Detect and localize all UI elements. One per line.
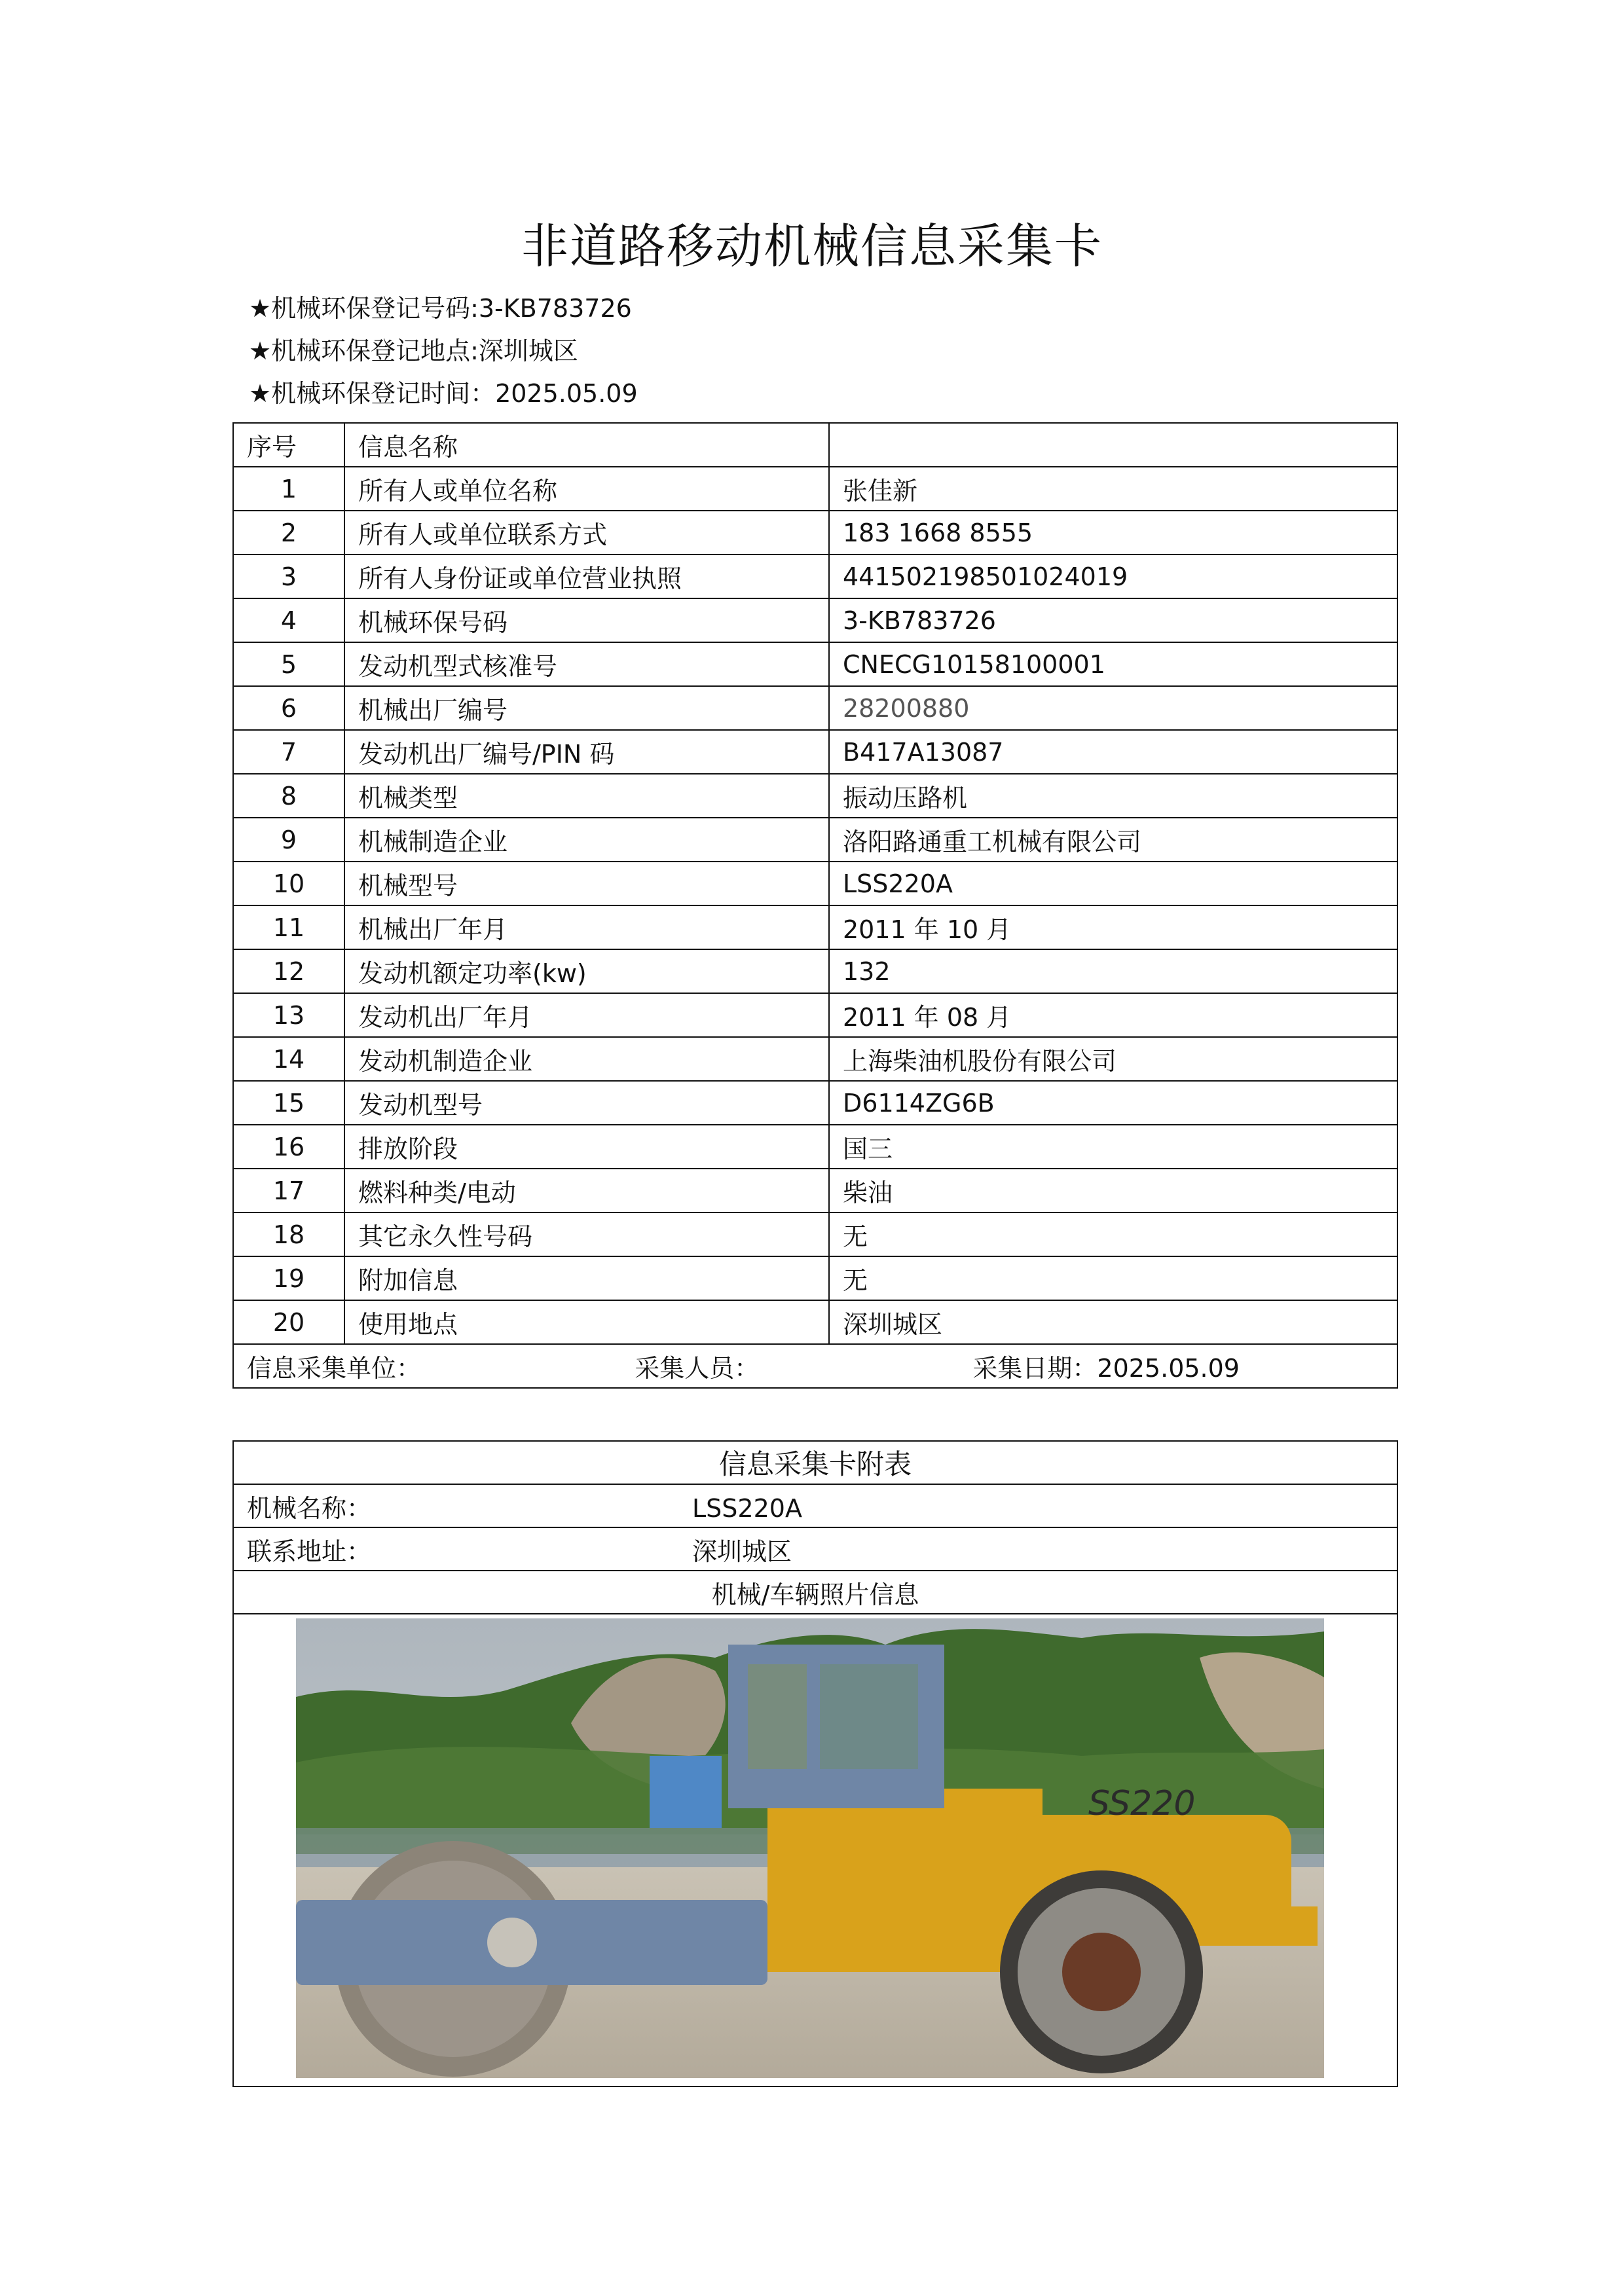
table-row (233, 730, 1397, 774)
table-row (233, 642, 1397, 686)
row-value: LSS220A (829, 862, 1397, 905)
annex-title-row (233, 1441, 1397, 1484)
row-name: 发动机型号 (344, 1081, 829, 1125)
row-no: 20 (233, 1300, 344, 1344)
registration-place-label: ★机械环保登记地点: (249, 337, 479, 365)
row-name: 机械出厂编号 (344, 686, 829, 730)
row-no: 12 (233, 949, 344, 993)
row-no: 1 (233, 467, 344, 511)
row-no: 10 (233, 862, 344, 905)
row-value: 国三 (829, 1125, 1397, 1169)
registration-time-value: 2025.05.09 (495, 379, 638, 408)
row-value: 无 (829, 1256, 1397, 1300)
table-row (233, 598, 1397, 642)
row-value: 振动压路机 (829, 774, 1397, 818)
registration-time (249, 373, 638, 409)
row-name: 发动机出厂编号/PIN 码 (344, 730, 829, 774)
row-value: CNECG10158100001 (829, 642, 1397, 686)
header-value (829, 423, 1397, 467)
address-cell (233, 1527, 1397, 1571)
row-name: 机械环保号码 (344, 598, 829, 642)
table-row (233, 1081, 1397, 1125)
collector-label: 采集人员： (635, 1354, 760, 1383)
table-row (233, 905, 1397, 949)
table-row (233, 555, 1397, 598)
row-value: 28200880 (829, 686, 1397, 730)
row-name: 机械制造企业 (344, 818, 829, 862)
address-label: 联系地址： (247, 1537, 372, 1566)
row-value: 2011 年 10 月 (829, 905, 1397, 949)
table-row (233, 511, 1397, 555)
row-value: 183 1668 8555 (829, 511, 1397, 555)
table-footer-row (233, 1344, 1397, 1388)
annex-row (233, 1484, 1397, 1527)
table-row (233, 1256, 1397, 1300)
row-name: 机械型号 (344, 862, 829, 905)
row-value: 柴油 (829, 1169, 1397, 1212)
row-name: 发动机制造企业 (344, 1037, 829, 1081)
row-value: 张佳新 (829, 467, 1397, 511)
row-name: 发动机出厂年月 (344, 993, 829, 1037)
footer-cell (233, 1344, 1397, 1388)
row-name: 发动机额定功率(kw) (344, 949, 829, 993)
row-no: 18 (233, 1212, 344, 1256)
row-no: 13 (233, 993, 344, 1037)
table-row (233, 949, 1397, 993)
row-name: 使用地点 (344, 1300, 829, 1344)
document-title: 非道路移动机械信息采集卡 (521, 219, 1103, 274)
row-no: 16 (233, 1125, 344, 1169)
row-value: B417A13087 (829, 730, 1397, 774)
row-no: 4 (233, 598, 344, 642)
annex-photo-row (233, 1614, 1397, 2086)
row-value: 132 (829, 949, 1397, 993)
registration-place (249, 331, 578, 367)
machine-marking: SS220 (1088, 1784, 1196, 1823)
address-value: 深圳城区 (692, 1537, 792, 1566)
row-no: 5 (233, 642, 344, 686)
row-no: 3 (233, 555, 344, 598)
row-no: 7 (233, 730, 344, 774)
table-row (233, 818, 1397, 862)
table-row (233, 1300, 1397, 1344)
row-no: 6 (233, 686, 344, 730)
row-value: 无 (829, 1212, 1397, 1256)
machine-photo (296, 1618, 1324, 2078)
row-no: 11 (233, 905, 344, 949)
machine-name-cell (233, 1484, 1397, 1527)
row-value: 洛阳路通重工机械有限公司 (829, 818, 1397, 862)
header-no: 序号 (233, 423, 344, 467)
table-header-row (233, 423, 1397, 467)
registration-place-value: 深圳城区 (478, 337, 578, 365)
table-row (233, 1169, 1397, 1212)
row-name: 燃料种类/电动 (344, 1169, 829, 1212)
row-no: 8 (233, 774, 344, 818)
row-name: 机械出厂年月 (344, 905, 829, 949)
info-table (232, 422, 1398, 1389)
row-no: 9 (233, 818, 344, 862)
collection-date: 采集日期：2025.05.09 (972, 1354, 1240, 1383)
row-name: 附加信息 (344, 1256, 829, 1300)
registration-number-label: ★机械环保登记号码: (249, 294, 479, 323)
photo-title: 机械/车辆照片信息 (233, 1571, 1397, 1614)
registration-number-value: 3-KB783726 (478, 294, 632, 323)
annex-row (233, 1571, 1397, 1614)
row-name: 发动机型式核准号 (344, 642, 829, 686)
table-row (233, 862, 1397, 905)
row-value: 3-KB783726 (829, 598, 1397, 642)
collection-unit-label: 信息采集单位： (247, 1354, 422, 1383)
row-name: 排放阶段 (344, 1125, 829, 1169)
row-name: 所有人或单位联系方式 (344, 511, 829, 555)
row-no: 2 (233, 511, 344, 555)
table-row (233, 993, 1397, 1037)
road-roller-illustration (296, 1618, 1324, 2078)
registration-number (249, 288, 632, 324)
table-row (233, 1125, 1397, 1169)
table-row (233, 467, 1397, 511)
machine-name-label: 机械名称： (247, 1493, 372, 1523)
table-row (233, 1037, 1397, 1081)
photo-cell (233, 1614, 1397, 2086)
row-no: 14 (233, 1037, 344, 1081)
annex-title: 信息采集卡附表 (233, 1441, 1397, 1484)
row-name: 所有人或单位名称 (344, 467, 829, 511)
header-name: 信息名称 (344, 423, 829, 467)
machine-name-value: LSS220A (692, 1493, 802, 1523)
registration-time-label: ★机械环保登记时间： (249, 379, 496, 408)
row-value: 441502198501024019 (829, 555, 1397, 598)
row-value: D6114ZG6B (829, 1081, 1397, 1125)
row-no: 19 (233, 1256, 344, 1300)
table-row (233, 774, 1397, 818)
annex-table (232, 1440, 1398, 2087)
row-value: 2011 年 08 月 (829, 993, 1397, 1037)
row-name: 所有人身份证或单位营业执照 (344, 555, 829, 598)
row-no: 17 (233, 1169, 344, 1212)
annex-row (233, 1527, 1397, 1571)
row-name: 机械类型 (344, 774, 829, 818)
row-value: 深圳城区 (829, 1300, 1397, 1344)
row-value: 上海柴油机股份有限公司 (829, 1037, 1397, 1081)
table-row (233, 686, 1397, 730)
row-name: 其它永久性号码 (344, 1212, 829, 1256)
table-row (233, 1212, 1397, 1256)
row-no: 15 (233, 1081, 344, 1125)
